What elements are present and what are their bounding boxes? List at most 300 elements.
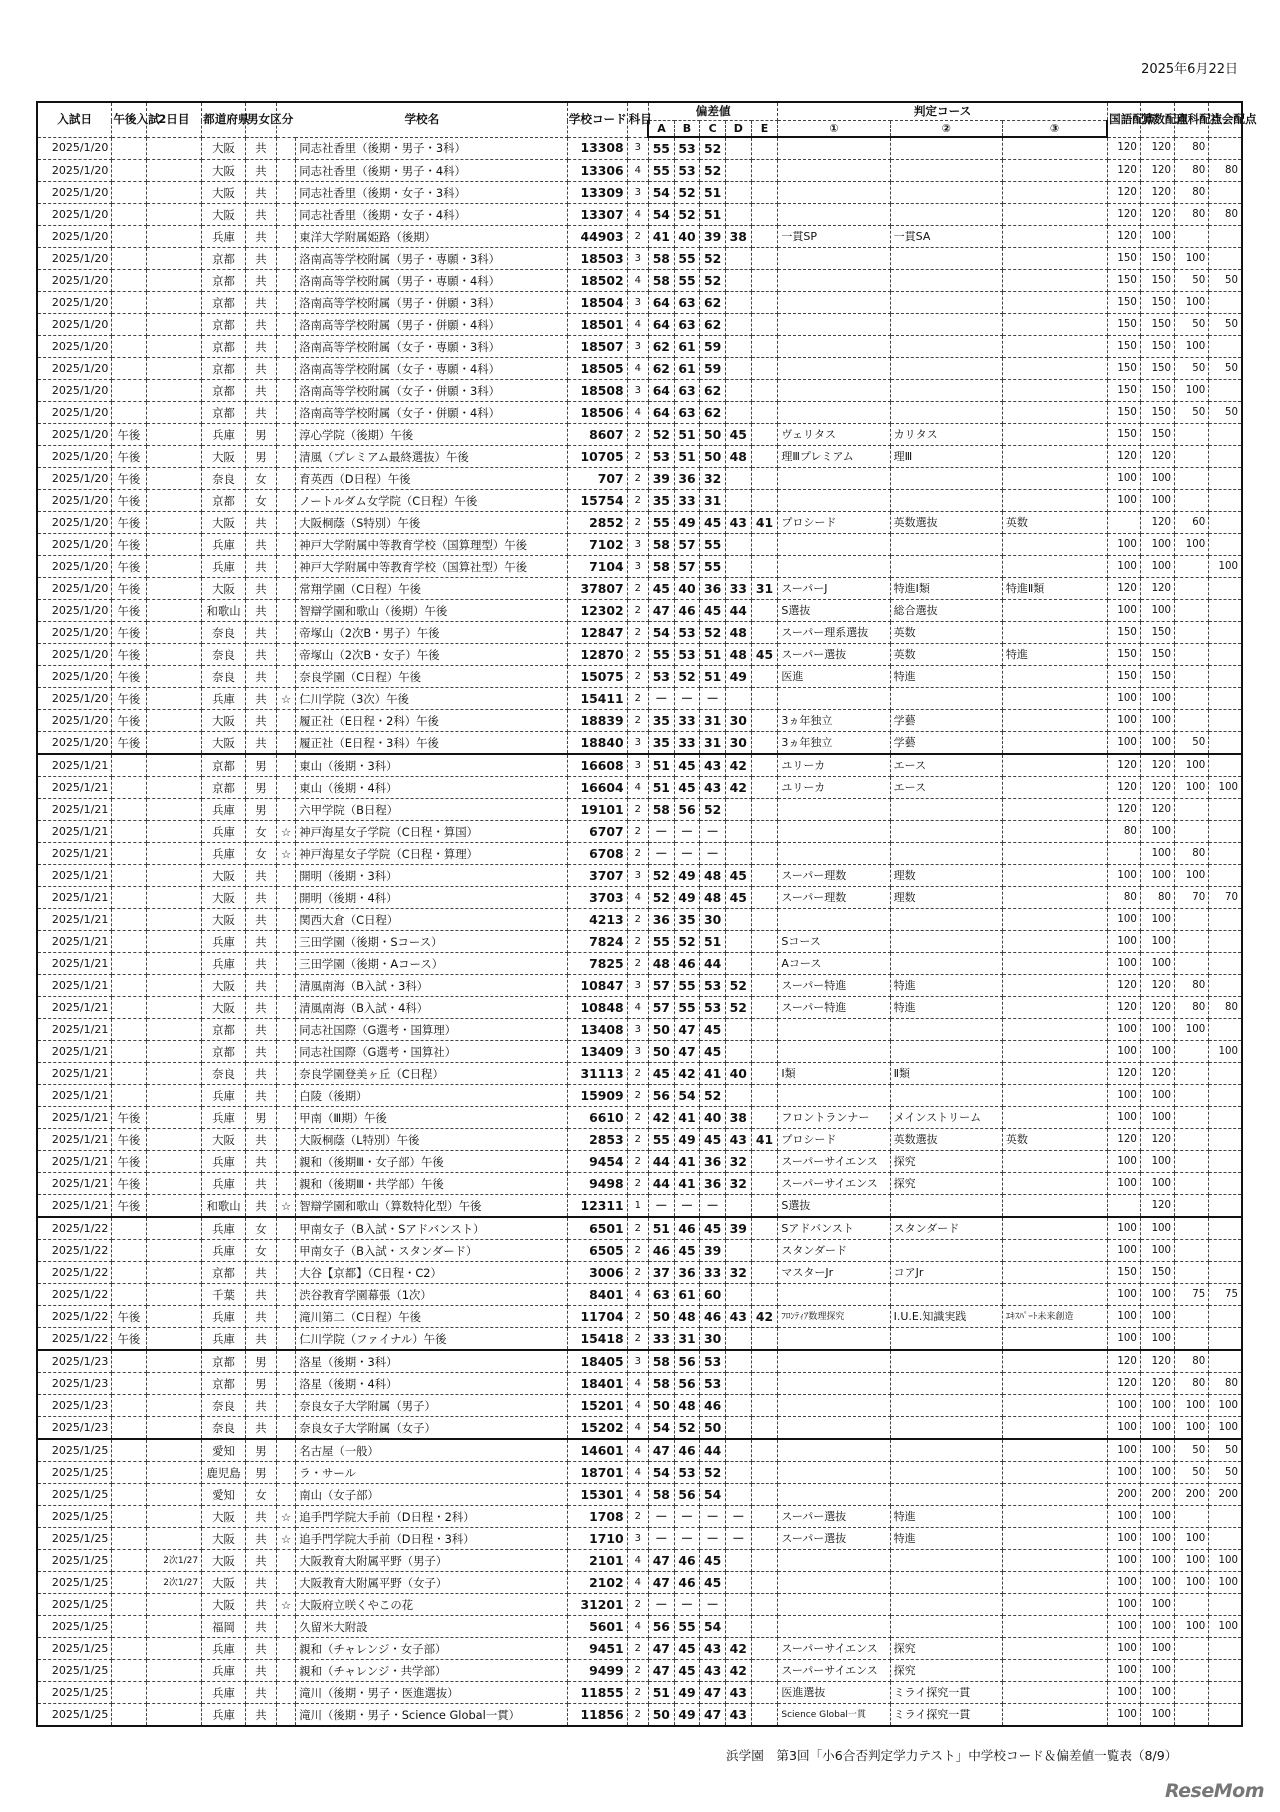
school-code: 12302 — [567, 600, 627, 622]
second-day — [146, 887, 202, 909]
school-code: 10705 — [567, 446, 627, 468]
school-code: 2101 — [567, 1550, 627, 1572]
prefecture: 兵庫 — [202, 556, 246, 578]
dev-c: － — [700, 843, 726, 865]
star-mark — [276, 799, 295, 821]
math-points: 150 — [1140, 424, 1174, 446]
dev-b: 45 — [674, 754, 700, 777]
exam-date: 2025/1/20 — [37, 204, 112, 226]
second-day — [146, 799, 202, 821]
course-1: ヴェリタス — [778, 424, 890, 446]
science-points: 50 — [1175, 1462, 1209, 1484]
dev-b: 55 — [674, 975, 700, 997]
exam-date: 2025/1/21 — [37, 1173, 112, 1195]
course-3 — [1002, 666, 1107, 688]
afternoon-flag: 午後 — [112, 1195, 146, 1218]
course-1: 医進選抜 — [778, 1682, 890, 1704]
course-3 — [1002, 137, 1107, 160]
afternoon-flag: 午後 — [112, 622, 146, 644]
course-3 — [1002, 622, 1107, 644]
afternoon-flag — [112, 1395, 146, 1417]
social-points — [1209, 1660, 1242, 1682]
dev-a: 35 — [648, 710, 674, 732]
japanese-points — [1107, 512, 1140, 534]
second-day — [146, 821, 202, 843]
course-1: スーパー選抜 — [778, 1528, 890, 1550]
dev-a: － — [648, 688, 674, 710]
japanese-points: 120 — [1107, 1373, 1140, 1395]
sex: 女 — [245, 1240, 276, 1262]
dev-e — [751, 1262, 778, 1284]
star-mark — [276, 1284, 295, 1306]
japanese-points: 100 — [1107, 1550, 1140, 1572]
dev-e — [751, 1660, 778, 1682]
sex: 共 — [245, 512, 276, 534]
dev-c: 48 — [700, 887, 726, 909]
school-name: 東山（後期・3科） — [296, 754, 568, 777]
dev-e — [751, 1217, 778, 1240]
dev-e — [751, 336, 778, 358]
sex: 共 — [245, 1395, 276, 1417]
math-points: 100 — [1140, 1616, 1174, 1638]
social-points — [1209, 732, 1242, 755]
second-day — [146, 1484, 202, 1506]
sex: 共 — [245, 1173, 276, 1195]
dev-a: 52 — [648, 865, 674, 887]
prefecture: 奈良 — [202, 1063, 246, 1085]
course-1: 3ヵ年独立 — [778, 732, 890, 755]
school-code: 15754 — [567, 490, 627, 512]
school-code: 11704 — [567, 1306, 627, 1328]
course-1: 医進 — [778, 666, 890, 688]
dev-c: 44 — [700, 1439, 726, 1462]
dev-c: 55 — [700, 556, 726, 578]
dev-c: 45 — [700, 1217, 726, 1240]
school-code: 18506 — [567, 402, 627, 424]
table-row — [37, 402, 1242, 424]
course-1 — [778, 292, 890, 314]
dev-e — [751, 931, 778, 953]
dev-d — [725, 1439, 751, 1462]
table-row — [37, 1284, 1242, 1306]
second-day — [146, 556, 202, 578]
course-1: スーパーサイエンス — [778, 1660, 890, 1682]
dev-e — [751, 1373, 778, 1395]
dev-a: 47 — [648, 1572, 674, 1594]
science-points — [1175, 1638, 1209, 1660]
course-2: 探究 — [890, 1151, 1002, 1173]
star-mark — [276, 1616, 295, 1638]
dev-e: 31 — [751, 578, 778, 600]
second-day — [146, 534, 202, 556]
dev-b: 55 — [674, 248, 700, 270]
subject-count: 2 — [627, 424, 648, 446]
course-3 — [1002, 997, 1107, 1019]
document-date: 2025年6月22日 — [1141, 62, 1238, 77]
dev-e — [751, 424, 778, 446]
math-points: 100 — [1140, 1173, 1174, 1195]
dev-a: 35 — [648, 490, 674, 512]
course-2: エース — [890, 754, 1002, 777]
dev-c: 53 — [700, 1350, 726, 1373]
star-mark — [276, 666, 295, 688]
math-points: 120 — [1140, 997, 1174, 1019]
subject-count: 2 — [627, 953, 648, 975]
star-mark — [276, 336, 295, 358]
table-row — [37, 1594, 1242, 1616]
dev-e — [751, 821, 778, 843]
math-points: 100 — [1140, 865, 1174, 887]
subject-count: 2 — [627, 1328, 648, 1351]
social-points: 100 — [1209, 1550, 1242, 1572]
table-row — [37, 997, 1242, 1019]
math-points: 100 — [1140, 931, 1174, 953]
dev-c: 52 — [700, 137, 726, 160]
dev-e — [751, 975, 778, 997]
prefecture: 京都 — [202, 380, 246, 402]
social-points: 50 — [1209, 1439, 1242, 1462]
course-2 — [890, 1594, 1002, 1616]
dev-c: 45 — [700, 1572, 726, 1594]
social-points: 100 — [1209, 777, 1242, 799]
course-3 — [1002, 1151, 1107, 1173]
course-3 — [1002, 821, 1107, 843]
math-points: 100 — [1140, 1085, 1174, 1107]
second-day — [146, 931, 202, 953]
afternoon-flag: 午後 — [112, 468, 146, 490]
prefecture: 兵庫 — [202, 534, 246, 556]
afternoon-flag — [112, 997, 146, 1019]
star-mark — [276, 556, 295, 578]
math-points: 150 — [1140, 666, 1174, 688]
exam-date: 2025/1/21 — [37, 931, 112, 953]
second-day — [146, 975, 202, 997]
subject-count: 2 — [627, 1129, 648, 1151]
science-points: 50 — [1175, 1439, 1209, 1462]
course-2: 理数 — [890, 865, 1002, 887]
math-points: 100 — [1140, 843, 1174, 865]
dev-e — [751, 1506, 778, 1528]
header-row — [37, 102, 1242, 121]
math-points: 120 — [1140, 799, 1174, 821]
course-2: 理Ⅲ — [890, 446, 1002, 468]
star-mark — [276, 997, 295, 1019]
dev-c: 39 — [700, 226, 726, 248]
resemom-logo: ReseMom — [1164, 1780, 1264, 1802]
japanese-points: 100 — [1107, 534, 1140, 556]
dev-c: 62 — [700, 292, 726, 314]
dev-c: 52 — [700, 160, 726, 182]
course-1 — [778, 1594, 890, 1616]
second-day: 2次1/27 — [146, 1572, 202, 1594]
table-row — [37, 468, 1242, 490]
dev-e — [751, 490, 778, 512]
header-prefecture: 都道府県 — [202, 102, 246, 137]
afternoon-flag: 午後 — [112, 578, 146, 600]
header-dev-a: A — [648, 121, 674, 138]
dev-b: － — [674, 821, 700, 843]
subject-count: 2 — [627, 1506, 648, 1528]
course-3 — [1002, 1528, 1107, 1550]
prefecture: 兵庫 — [202, 1306, 246, 1328]
dev-b: 40 — [674, 578, 700, 600]
dev-c: 50 — [700, 446, 726, 468]
school-name: 清風南海（B入試・4科） — [296, 997, 568, 1019]
subject-count: 2 — [627, 1594, 648, 1616]
subject-count: 3 — [627, 556, 648, 578]
dev-d — [725, 270, 751, 292]
star-mark — [276, 754, 295, 777]
math-points: 120 — [1140, 777, 1174, 799]
japanese-points: 120 — [1107, 137, 1140, 160]
table-row — [37, 1063, 1242, 1085]
math-points: 100 — [1140, 600, 1174, 622]
dev-b: 45 — [674, 777, 700, 799]
course-3 — [1002, 380, 1107, 402]
dev-e — [751, 1173, 778, 1195]
japanese-points: 100 — [1107, 1217, 1140, 1240]
dev-b: － — [674, 688, 700, 710]
subject-count: 2 — [627, 1107, 648, 1129]
second-day — [146, 1195, 202, 1218]
school-code: 8401 — [567, 1284, 627, 1306]
social-points: 200 — [1209, 1484, 1242, 1506]
social-points — [1209, 754, 1242, 777]
exam-date: 2025/1/20 — [37, 226, 112, 248]
table-row — [37, 204, 1242, 226]
afternoon-flag — [112, 160, 146, 182]
dev-a: 47 — [648, 1550, 674, 1572]
table-row — [37, 909, 1242, 931]
afternoon-flag — [112, 1350, 146, 1373]
prefecture: 京都 — [202, 1373, 246, 1395]
school-name: 洛南高等学校附属（女子・専願・3科） — [296, 336, 568, 358]
course-3 — [1002, 1107, 1107, 1129]
prefecture: 大阪 — [202, 909, 246, 931]
dev-c: 53 — [700, 1373, 726, 1395]
school-name: 淳心学院（後期）午後 — [296, 424, 568, 446]
afternoon-flag — [112, 137, 146, 160]
prefecture: 京都 — [202, 1019, 246, 1041]
star-mark — [276, 402, 295, 424]
dev-e: 42 — [751, 1306, 778, 1328]
math-points: 150 — [1140, 292, 1174, 314]
course-2 — [890, 556, 1002, 578]
school-name: 同志社香里（後期・男子・4科） — [296, 160, 568, 182]
star-mark — [276, 1019, 295, 1041]
star-mark — [276, 931, 295, 953]
dev-e — [751, 314, 778, 336]
dev-b: 42 — [674, 1063, 700, 1085]
course-1 — [778, 1019, 890, 1041]
math-points: 150 — [1140, 1262, 1174, 1284]
star-mark — [276, 1151, 295, 1173]
afternoon-flag: 午後 — [112, 688, 146, 710]
science-points — [1175, 1660, 1209, 1682]
science-points — [1175, 1262, 1209, 1284]
dev-a: 47 — [648, 1660, 674, 1682]
course-2 — [890, 292, 1002, 314]
school-name: 南山（女子部） — [296, 1484, 568, 1506]
afternoon-flag — [112, 1550, 146, 1572]
dev-b: － — [674, 1528, 700, 1550]
dev-b: 45 — [674, 1660, 700, 1682]
math-points: 100 — [1140, 1462, 1174, 1484]
course-3 — [1002, 1217, 1107, 1240]
dev-d: － — [725, 1528, 751, 1550]
math-points: 200 — [1140, 1484, 1174, 1506]
school-code: 1710 — [567, 1528, 627, 1550]
dev-d — [725, 380, 751, 402]
second-day — [146, 953, 202, 975]
star-mark — [276, 887, 295, 909]
afternoon-flag: 午後 — [112, 600, 146, 622]
dev-c: － — [700, 1195, 726, 1218]
prefecture: 大阪 — [202, 1550, 246, 1572]
exam-date: 2025/1/25 — [37, 1594, 112, 1616]
table-row — [37, 1462, 1242, 1484]
japanese-points: 150 — [1107, 292, 1140, 314]
dev-b: 53 — [674, 160, 700, 182]
science-points — [1175, 622, 1209, 644]
science-points — [1175, 424, 1209, 446]
afternoon-flag — [112, 931, 146, 953]
dev-c: 51 — [700, 931, 726, 953]
course-2: 英数選抜 — [890, 512, 1002, 534]
dev-b: － — [674, 1506, 700, 1528]
subject-count: 3 — [627, 1350, 648, 1373]
school-name: 帝塚山（2次B・男子）午後 — [296, 622, 568, 644]
course-2: メインストリーム — [890, 1107, 1002, 1129]
subject-count: 2 — [627, 226, 648, 248]
science-points — [1175, 1306, 1209, 1328]
school-code: 12311 — [567, 1195, 627, 1218]
exam-date: 2025/1/20 — [37, 358, 112, 380]
science-points: 200 — [1175, 1484, 1209, 1506]
second-day — [146, 358, 202, 380]
science-points — [1175, 1328, 1209, 1351]
school-code: 13408 — [567, 1019, 627, 1041]
school-code: 18505 — [567, 358, 627, 380]
course-1 — [778, 534, 890, 556]
table-row — [37, 1328, 1242, 1351]
sex: 共 — [245, 1195, 276, 1218]
science-points: 100 — [1175, 380, 1209, 402]
header-date: 入試日 — [37, 102, 112, 137]
science-points — [1175, 1217, 1209, 1240]
dev-c: 41 — [700, 1063, 726, 1085]
japanese-points: 100 — [1107, 909, 1140, 931]
dev-b: 33 — [674, 732, 700, 755]
exam-date: 2025/1/21 — [37, 821, 112, 843]
second-day — [146, 1638, 202, 1660]
course-1 — [778, 1041, 890, 1063]
course-2: 特進 — [890, 666, 1002, 688]
table-row — [37, 975, 1242, 997]
dev-e — [751, 1019, 778, 1041]
afternoon-flag — [112, 358, 146, 380]
dev-b: 53 — [674, 622, 700, 644]
star-mark — [276, 1129, 295, 1151]
science-points: 75 — [1175, 1284, 1209, 1306]
star-mark: ☆ — [276, 688, 295, 710]
math-points: 120 — [1140, 446, 1174, 468]
dev-c: 47 — [700, 1704, 726, 1727]
table-row — [37, 666, 1242, 688]
dev-a: 58 — [648, 1350, 674, 1373]
math-points: 120 — [1140, 1129, 1174, 1151]
science-points: 80 — [1175, 182, 1209, 204]
math-points: 150 — [1140, 336, 1174, 358]
school-code: 31113 — [567, 1063, 627, 1085]
table-row — [37, 1217, 1242, 1240]
dev-b: － — [674, 1594, 700, 1616]
social-points — [1209, 688, 1242, 710]
math-points: 100 — [1140, 1528, 1174, 1550]
course-2 — [890, 799, 1002, 821]
afternoon-flag: 午後 — [112, 1328, 146, 1351]
science-points: 60 — [1175, 512, 1209, 534]
dev-c: － — [700, 688, 726, 710]
science-points: 100 — [1175, 336, 1209, 358]
prefecture: 大阪 — [202, 1594, 246, 1616]
second-day — [146, 1660, 202, 1682]
table-row — [37, 292, 1242, 314]
dev-a: 58 — [648, 270, 674, 292]
course-2 — [890, 468, 1002, 490]
course-3 — [1002, 204, 1107, 226]
subject-count: 4 — [627, 160, 648, 182]
school-name: 大阪教育大附属平野（女子） — [296, 1572, 568, 1594]
afternoon-flag — [112, 1041, 146, 1063]
course-2: 特進 — [890, 997, 1002, 1019]
japanese-points: 100 — [1107, 1528, 1140, 1550]
afternoon-flag — [112, 909, 146, 931]
prefecture: 愛知 — [202, 1439, 246, 1462]
sex: 女 — [245, 490, 276, 512]
table-row — [37, 182, 1242, 204]
exam-date: 2025/1/20 — [37, 314, 112, 336]
afternoon-flag — [112, 1572, 146, 1594]
star-mark — [276, 204, 295, 226]
star-mark — [276, 270, 295, 292]
exam-date: 2025/1/21 — [37, 1107, 112, 1129]
afternoon-flag — [112, 1417, 146, 1440]
star-mark — [276, 1462, 295, 1484]
course-3 — [1002, 424, 1107, 446]
social-points — [1209, 1528, 1242, 1550]
course-1: スーパー理系選抜 — [778, 622, 890, 644]
dev-e — [751, 887, 778, 909]
exam-date: 2025/1/25 — [37, 1616, 112, 1638]
school-name: 智辯学園和歌山（算数特化型）午後 — [296, 1195, 568, 1218]
science-points: 100 — [1175, 292, 1209, 314]
dev-a: 44 — [648, 1151, 674, 1173]
dev-c: 62 — [700, 380, 726, 402]
course-2: エース — [890, 777, 1002, 799]
header-deviation: 偏差値 — [648, 102, 777, 121]
math-points: 150 — [1140, 402, 1174, 424]
course-1: Sアドバンスト — [778, 1217, 890, 1240]
table-row — [37, 1350, 1242, 1373]
dev-e — [751, 1240, 778, 1262]
course-1 — [778, 1484, 890, 1506]
school-name: 親和（後期Ⅲ・女子部）午後 — [296, 1151, 568, 1173]
course-1: プロシード — [778, 512, 890, 534]
math-points: 150 — [1140, 622, 1174, 644]
math-points: 150 — [1140, 644, 1174, 666]
dev-c: 52 — [700, 270, 726, 292]
